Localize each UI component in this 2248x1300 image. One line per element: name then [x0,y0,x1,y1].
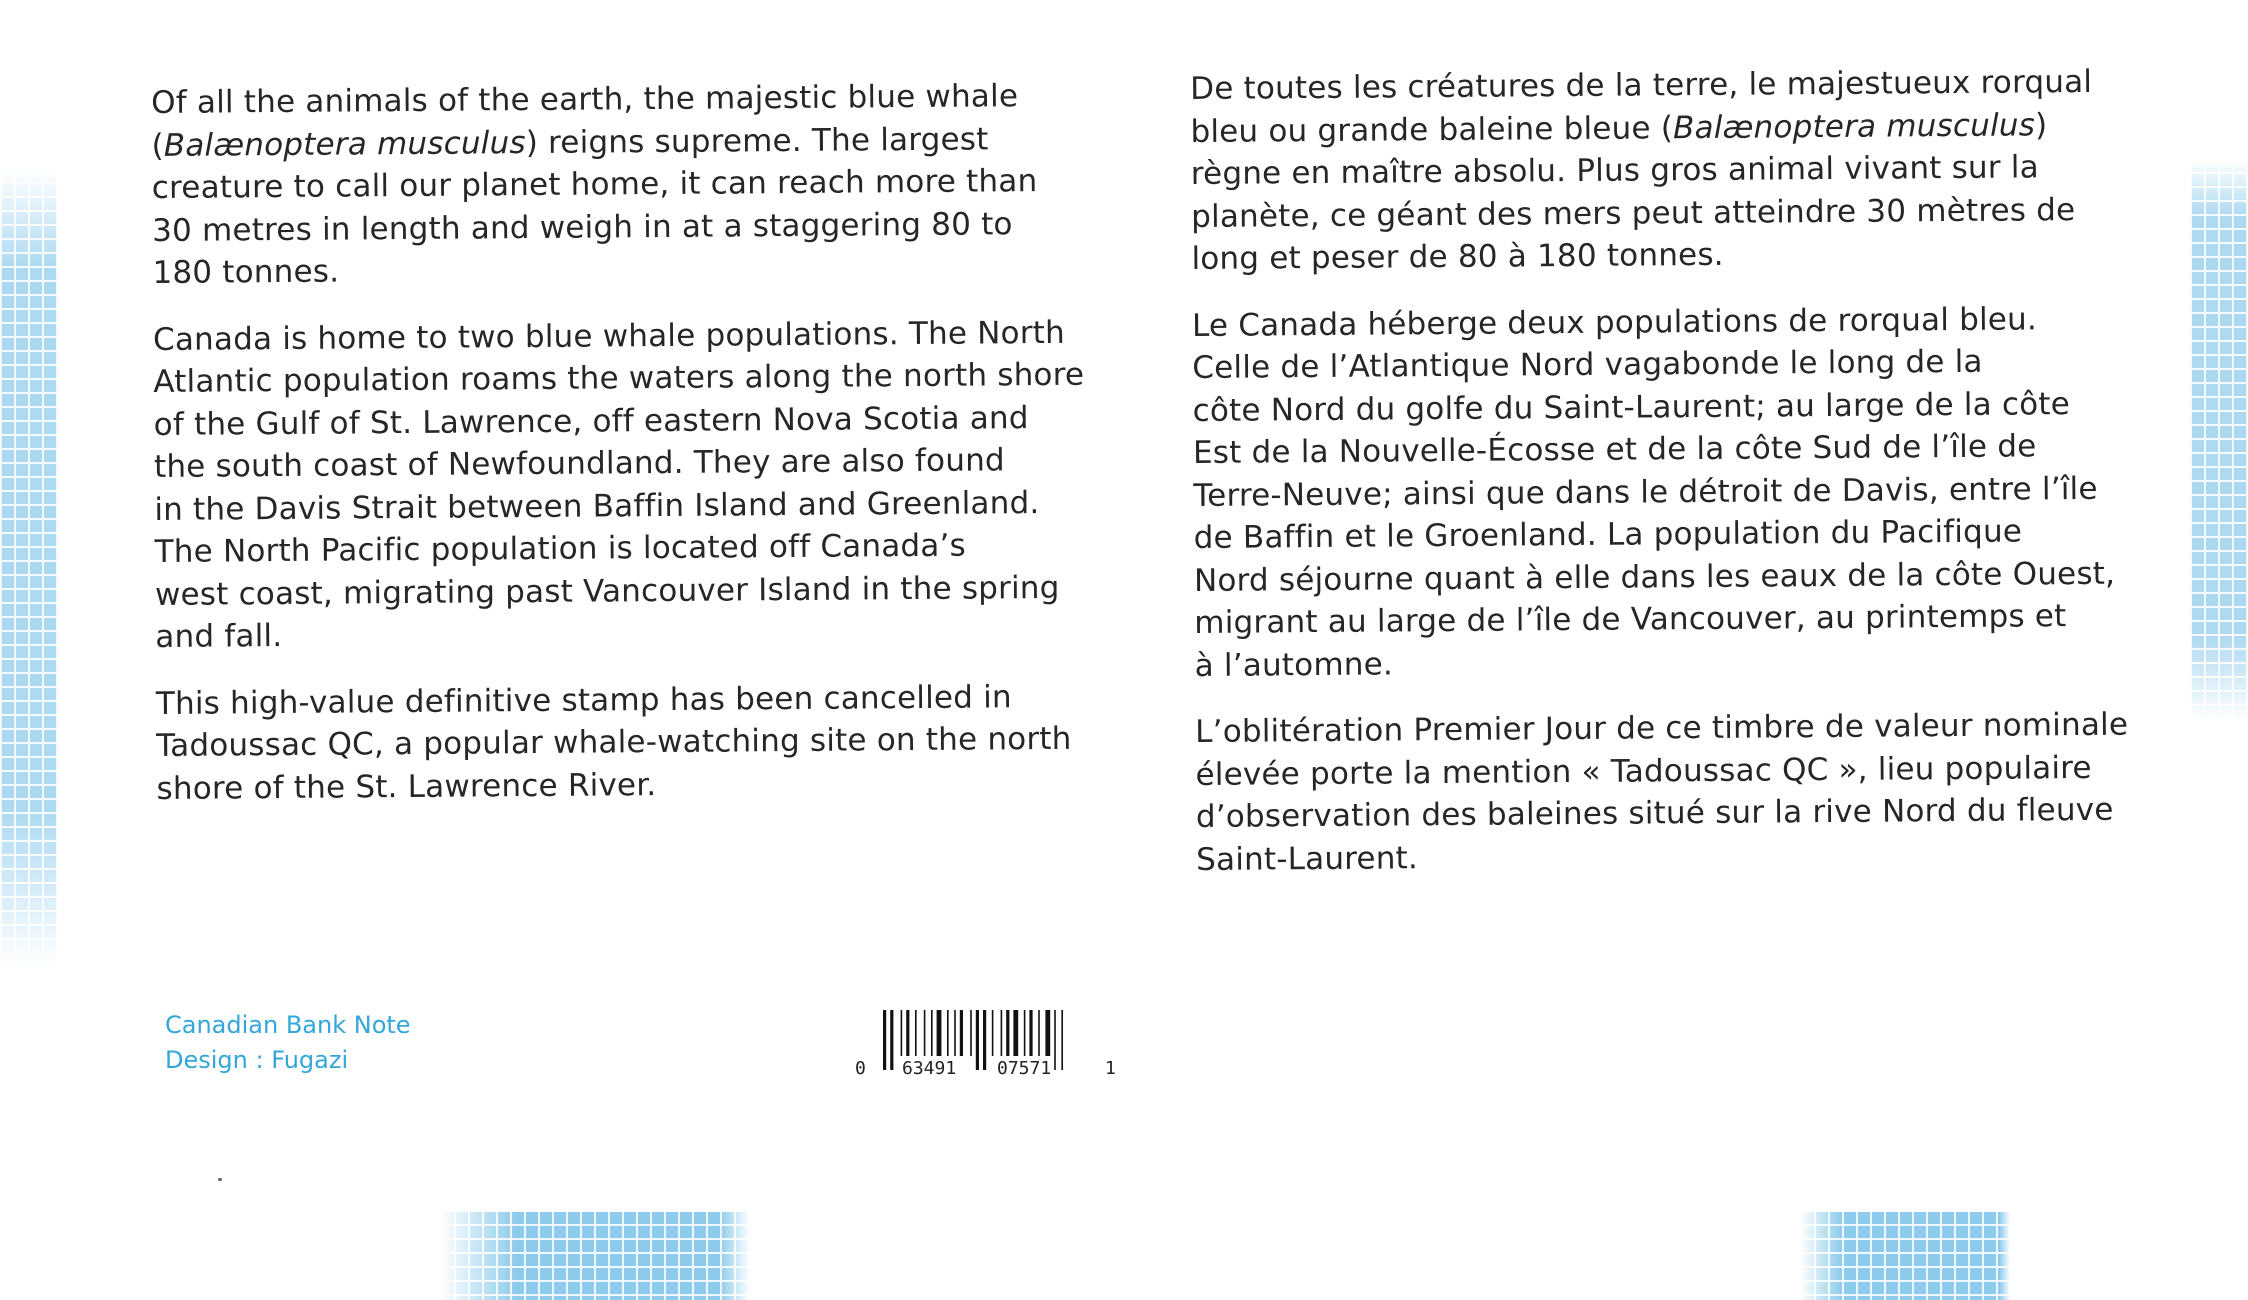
french-text-column [1190,60,2167,905]
text-line [151,74,1111,124]
text-run: de Baffin et le Groenland. La population du Pacifique [1193,513,2023,556]
barcode-bar [1024,1010,1026,1056]
barcode-bars [855,1010,1095,1072]
text-run: shore of the St. Lawrence River. [156,766,657,807]
text-line [155,523,1115,573]
barcode-bar [960,1010,963,1056]
text-run: migrant au large de l’île de Vancouver, au printemps et [1194,598,2067,641]
english-text-column [151,74,1117,834]
barcode-bar [883,1010,886,1070]
decorative-pattern-bottom-right [1800,1212,2010,1300]
barcode-bar [1001,1010,1003,1056]
text-run: d’observation des baleines situé sur la rive Nord du fleuve [1195,791,2114,835]
text-line [1195,746,2165,796]
barcode-bar [1013,1010,1018,1056]
barcode-bar [931,1010,933,1056]
text-run: Tadoussac QC, a popular whale-watching site on the north [156,720,1072,764]
decorative-pattern-bottom-middle [440,1212,750,1300]
text-run: 30 metres in length and weigh in at a staggering 80 to [152,205,1013,249]
barcode-bar [1045,1010,1050,1056]
text-run: Atlantic population roams the waters along the north shore [153,356,1085,400]
text-line [1195,703,2165,753]
barcode-bar [901,1010,903,1056]
barcode-group-1: 63491 [902,1058,957,1079]
text-line [156,760,1116,810]
text-run: L’oblitération Premier Jour de ce timbre de valeur nominale [1195,706,2129,750]
text-run: ( [151,127,164,164]
barcode-bar [983,1010,986,1070]
french-paragraph [1195,703,2166,881]
text-line [154,481,1114,531]
text-run: the south coast of Newfoundland. They are also found [153,442,1005,485]
text-line [1192,339,2162,389]
english-paragraph [153,311,1116,659]
text-line [1194,509,2164,559]
barcode-bar [954,1010,956,1056]
barcode-bar [937,1010,942,1056]
text-line [1193,382,2163,432]
decorative-pattern-right [2190,160,2248,720]
text-line [154,396,1114,446]
text-line [156,717,1116,767]
print-speck [218,1178,222,1181]
english-paragraph [151,74,1113,294]
text-run: The North Pacific population is located off Canada’s [154,527,967,570]
text-line [1191,188,2161,238]
text-run: côte Nord du golfe du Saint-Laurent; au large de la côte [1192,385,2071,429]
text-run: Celle de l’Atlantique Nord vagabonde le long de la [1192,343,1983,386]
text-line [1190,60,2160,110]
barcode-bar [1029,1010,1032,1056]
decorative-pattern-left [0,170,58,970]
text-run: règne en maître absolu. Plus gros animal vivant sur la [1190,149,2039,192]
text-run: and fall. [155,617,283,655]
barcode [855,1010,1115,1078]
text-run: creature to call our planet home, it can reach more than [151,163,1038,206]
text-line [1196,831,2166,881]
text-line [155,566,1115,616]
text-line [1195,637,2165,687]
barcode-bar [890,1010,893,1070]
barcode-check-digit: 1 [1105,1058,1116,1079]
text-run: Saint-Laurent. [1196,839,1419,878]
barcode-group-2: 07571 [997,1058,1052,1079]
text-run: à l’automne. [1194,645,1394,684]
text-run: This high-value definitive stamp has been cancelled in [155,678,1012,722]
printer-credit: Canadian Bank Note [165,1011,411,1039]
barcode-bar [1061,1010,1063,1070]
text-line [1193,467,2163,517]
text-run: 180 tonnes. [152,253,340,291]
text-line [1196,788,2166,838]
text-line [1191,145,2161,195]
text-line [154,438,1114,488]
text-run: long et peser de 80 à 180 tonnes. [1191,236,1724,277]
design-credit: Design : Fugazi [165,1046,349,1074]
barcode-bar [1006,1010,1009,1056]
barcode-bar [924,1010,926,1056]
text-line [1194,594,2164,644]
text-run: Est de la Nouvelle-Écosse et de la côte Sud de l’île de [1192,428,2037,471]
credits-block [165,1008,411,1078]
text-line [152,159,1112,209]
text-line [151,117,1111,167]
text-line [1192,297,2162,347]
text-run: Terre-Neuve; ainsi que dans le détroit de Davis, entre l’île [1193,470,2098,514]
text-run: élevée porte la mention « Tadoussac QC », lieu populaire [1195,749,2092,793]
text-line [152,244,1112,294]
text-run: Nord séjourne quant à elle dans les eaux de la côte Ouest, [1193,555,2116,599]
barcode-bar [1038,1010,1040,1056]
barcode-bar [976,1010,979,1070]
species-name-italic: Balænoptera musculus [163,124,526,164]
text-run: Canada is home to two blue whale populations. The North [152,314,1066,358]
english-paragraph [156,675,1117,810]
text-line [152,202,1112,252]
barcode-bar [1054,1010,1056,1070]
text-run: planète, ce géant des mers peut atteindre 30 mètres de [1191,191,2076,235]
barcode-bar [906,1010,909,1056]
text-line [155,608,1115,658]
barcode-bar [992,1010,994,1056]
text-run: bleu ou grande baleine bleue ( [1190,109,1674,150]
barcode-bar [970,1010,972,1056]
text-run: ) [2034,106,2048,143]
text-run: De toutes les créatures de la terre, le majestueux rorqual [1190,63,2093,107]
barcode-leading-digit: 0 [855,1058,866,1079]
french-paragraph [1190,60,2162,280]
text-run: Of all the animals of the earth, the majestic blue whale [151,78,1019,121]
text-line [1191,230,2161,280]
text-run: Le Canada héberge deux populations de rorqual bleu. [1191,300,2038,344]
text-line [1193,424,2163,474]
text-line [153,311,1113,361]
barcode-bar [947,1010,949,1056]
text-run: of the Gulf of St. Lawrence, off eastern Nova Scotia and [153,399,1029,443]
text-run: in the Davis Strait between Baffin Island and Greenland. [154,484,1040,528]
text-line [156,675,1116,725]
text-run: west coast, migrating past Vancouver Island in the spring [154,569,1060,613]
barcode-bar [915,1010,917,1056]
text-run: ) reigns supreme. The largest [525,120,989,161]
text-line [1190,103,2160,153]
species-name-italic: Balænoptera musculus [1672,106,2036,146]
french-paragraph [1192,297,2165,687]
text-line [1194,552,2164,602]
text-line [153,353,1113,403]
